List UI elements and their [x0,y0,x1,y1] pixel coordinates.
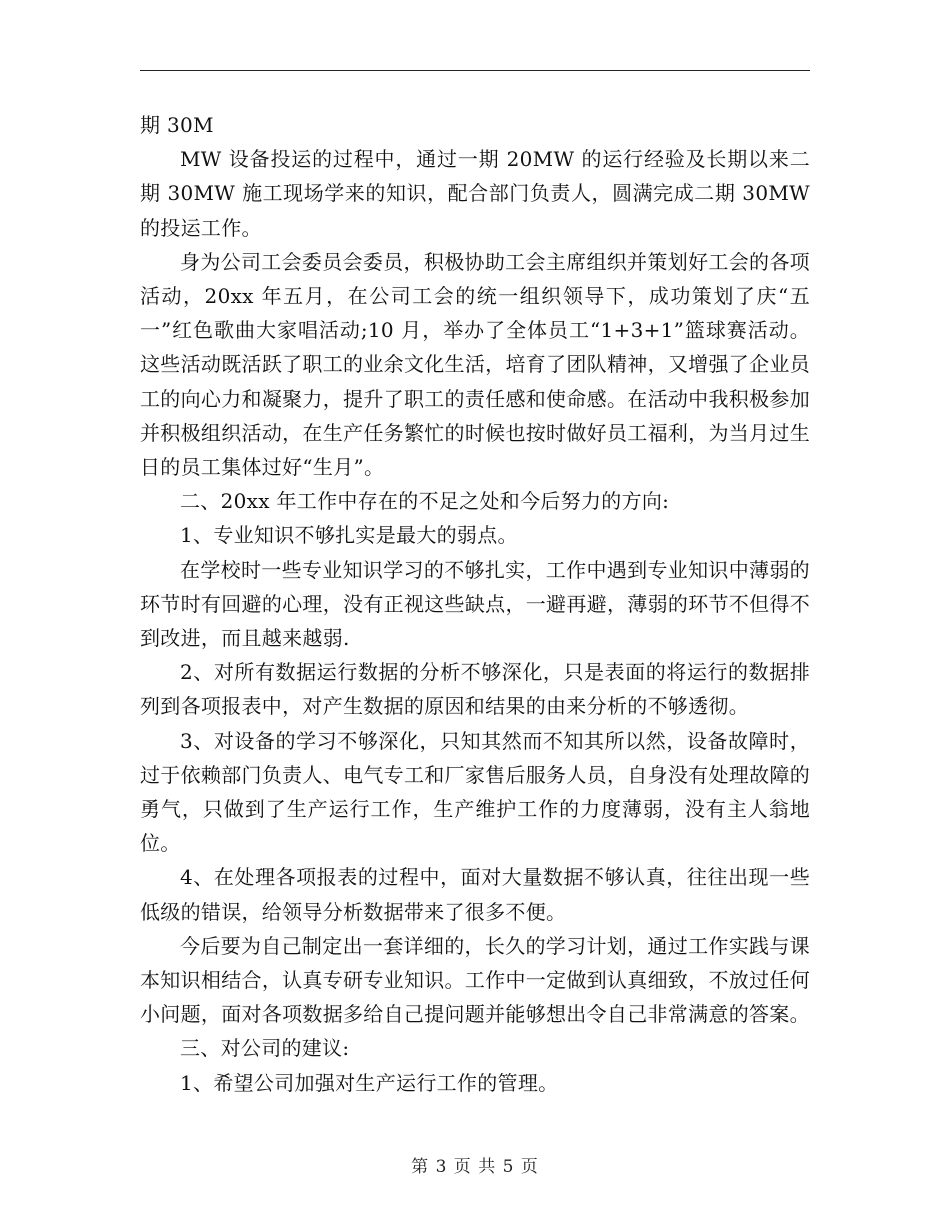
paragraph-future-plan: 今后要为自己制定出一套详细的，长久的学习计划，通过工作实践与课本知识相结合，认真专研专业知识。工作中一定做到认真细致，不放过任何小问题，面对各项数据多给自己提问题并能够想出令自己非常满意的答案。 [140,933,810,1027]
list-item-shortcoming-3: 3、对设备的学习不够深化，只知其然而不知其所以然，设备故障时，过于依赖部门负责人、电气专工和厂家售后服务人员，自身没有处理故障的勇气，只做到了生产运行工作，生产维护工作的力度薄弱，没有主人翁地位。 [140,728,810,856]
list-item-shortcoming-2: 2、对所有数据运行数据的分析不够深化，只是表面的将运行的数据排列到各项报表中，对产生数据的原因和结果的由来分析的不够透彻。 [140,660,810,719]
paragraph-continuation: 期 30M [140,113,214,137]
list-item-suggestion-1: 1、希望公司加强对生产运行工作的管理。 [180,1070,559,1095]
paragraph-commissioning: MW 设备投运的过程中，通过一期 20MW 的运行经验及长期以来二期 30MW 施工现场学来的知识，配合部门负责人，圆满完成二期 30MW 的投运工作。 [140,147,810,240]
list-item-shortcoming-1: 1、专业知识不够扎实是最大的弱点。 [180,523,518,548]
document-body [140,108,810,1100]
section-heading-shortcomings: 二、20xx 年工作中存在的不足之处和今后努力的方向: [180,489,670,514]
section-heading-suggestions: 三、对公司的建议: [180,1036,350,1061]
page-number-footer: 第 3 页 共 5 页 [411,1157,539,1177]
paragraph-knowledge-detail: 在学校时一些专业知识学习的不够扎实，工作中遇到专业知识中薄弱的环节时有回避的心理，没有正视这些缺点，一避再避，薄弱的环节不但得不到改进，而且越来越弱. [140,557,810,651]
list-item-shortcoming-4: 4、在处理各项报表的过程中，面对大量数据不够认真，往往出现一些低级的错误，给领导分析数据带来了很多不便。 [140,865,810,924]
header-rule [140,70,810,71]
paragraph-union-activities: 身为公司工会委员会委员，积极协助工会主席组织并策划好工会的各项活动，20xx 年五月，在公司工会的统一组织领导下，成功策划了庆“五一”红色歌曲大家唱活动;10 月，举办了全体员工“1+3+1”篮球赛活动。这些活动既活跃了职工的业余文化生活，培育了团队精神，又增强了企业员工的向心力和凝聚力，提升了职工的责任感和使命感。在活动中我积极参加并积极组织活动，在生产任务繁忙的时候也按时做好员工福利，为当月过生日的员工集体过好“生月”。 [140,249,810,480]
